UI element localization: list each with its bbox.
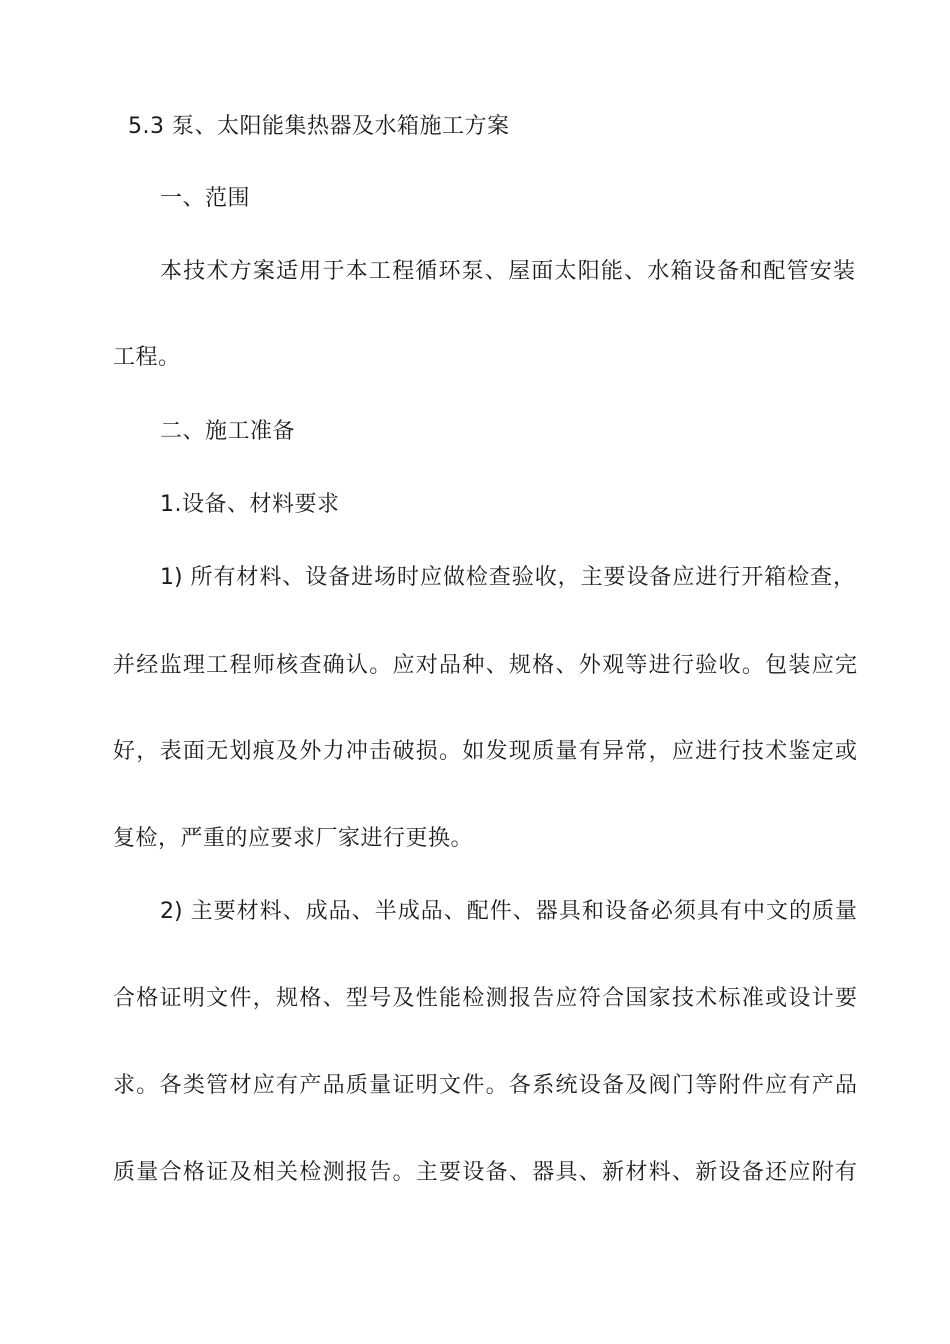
item-2-line-2: 合格证明文件，规格、型号及性能检测报告应符合国家技术标准或设计要 <box>113 986 857 1011</box>
item-2-line-3: 求。各类管材应有产品质量证明文件。各系统设备及阀门等附件应有产品 <box>113 1073 857 1098</box>
item-1-line-1: 1) 所有材料、设备进场时应做检查验收，主要设备应进行开箱检查， <box>160 565 855 590</box>
item-1-line-4: 复检，严重的应要求厂家进行更换。 <box>113 826 474 851</box>
item-1-line-3: 好，表面无划痕及外力冲击破损。如发现质量有异常，应进行技术鉴定或 <box>113 739 857 764</box>
item-2-line-1: 2) 主要材料、成品、半成品、配件、器具和设备必须具有中文的质量 <box>160 899 857 924</box>
item-1-line-2: 并经监理工程师核查确认。应对品种、规格、外观等进行验收。包装应完 <box>113 653 857 678</box>
scope-line-1: 本技术方案适用于本工程循环泵、屋面太阳能、水箱设备和配管安装 <box>160 259 855 284</box>
scope-line-2: 工程。 <box>113 345 181 370</box>
heading-scope: 一、范围 <box>160 186 251 211</box>
heading-preparation: 二、施工准备 <box>160 419 296 444</box>
sub-heading-materials: 1.设备、材料要求 <box>160 492 340 517</box>
item-2-line-4: 质量合格证及相关检测报告。主要设备、器具、新材料、新设备还应附有 <box>113 1160 857 1185</box>
section-title: 5.3 泵、太阳能集热器及水箱施工方案 <box>128 114 510 139</box>
